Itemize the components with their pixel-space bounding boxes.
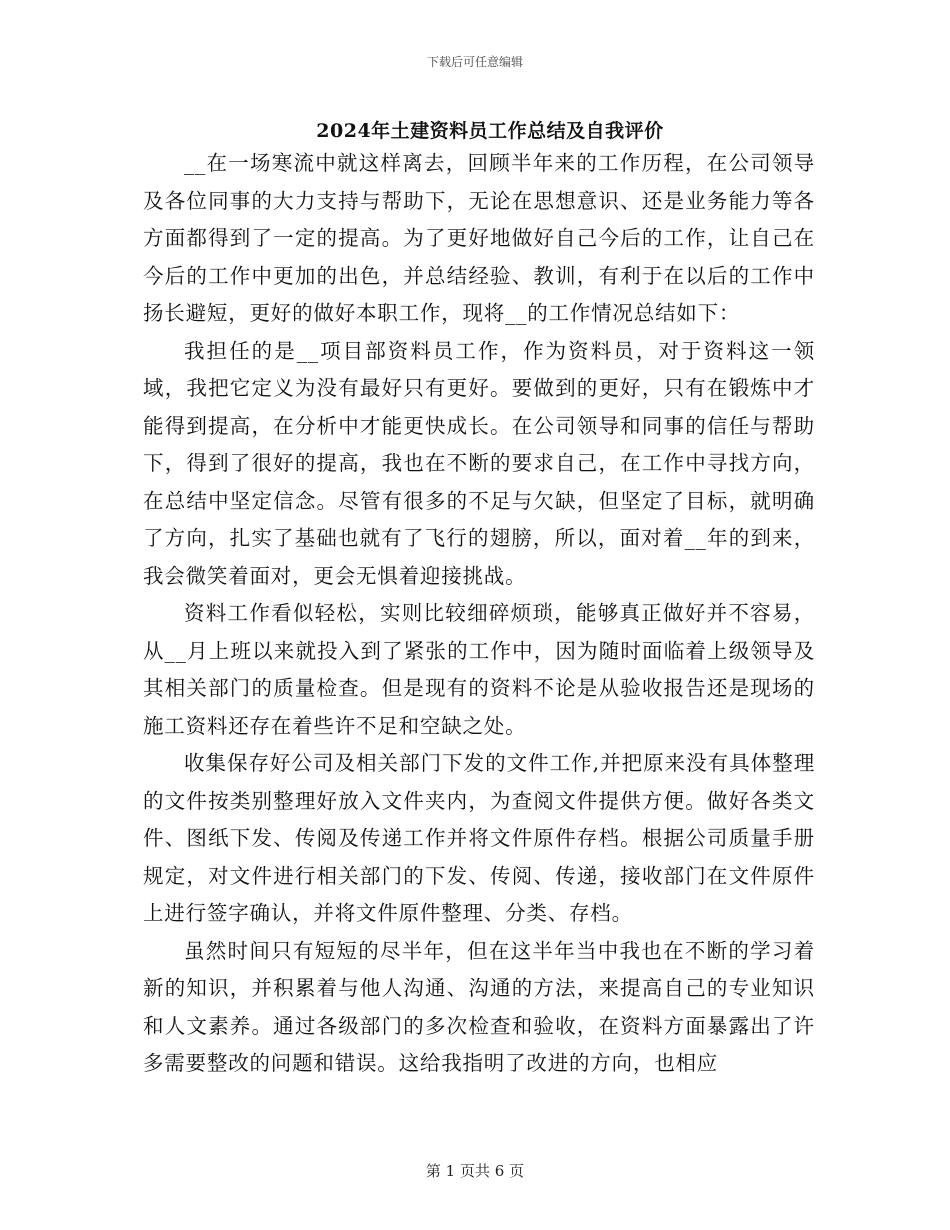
document-title: 2024年土建资料员工作总结及自我评价 (316, 120, 664, 142)
paragraph-1: __在一场寒流中就这样离去，回顾半年来的工作历程，在公司领导及各位同事的大力支持与帮助下，无论在思想意识、还是业务能力等各方面都得到了一定的提高。为了更好地做好自己今后的工作，让自己在今后的工作中更加的出色，并总结经验、教训，有利于在以后的工作中扬长避短，更好的做好本职工作，现将__的工作情况总结如下： (143, 151, 815, 325)
paragraph-5: 虽然时间只有短短的尽半年，但在这半年当中我也在不断的学习着新的知识，并积累着与他人沟通、沟通的方法，来提高自己的专业知识和人文素养。通过各级部门的多次检查和验收，在资料方面暴露出了许多需要整改的问题和错误。这给我指明了改进的方向，也相应 (143, 938, 815, 1075)
paragraph-4: 收集保存好公司及相关部门下发的文件工作,并把原来没有具体整理的文件按类别整理好放入文件夹内，为查阅文件提供方便。做好各类文件、图纸下发、传阅及传递工作并将文件原件存档。根据公司质量手册规定，对文件进行相关部门的下发、传阅、传递，接收部门在文件原件上进行签字确认，并将文件原件整理、分类、存档。 (143, 751, 815, 925)
header-note: 下载后可任意编辑 (426, 55, 523, 69)
page-number: 第 1 页共 6 页 (425, 1162, 525, 1180)
document-body (143, 145, 815, 1083)
paragraph-3: 资料工作看似轻松，实则比较细碎烦琐，能够真正做好并不容易，从__月上班以来就投入到了紧张的工作中，因为随时面临着上级领导及其相关部门的质量检查。但是现有的资料不论是从验收报告还是现场的施工资料还存在着些许不足和空缺之处。 (143, 601, 815, 738)
paragraph-2: 我担任的是__项目部资料员工作，作为资料员，对于资料这一领域，我把它定义为没有最好只有更好。要做到的更好，只有在锻炼中才能得到提高，在分析中才能更快成长。在公司领导和同事的信任与帮助下，得到了很好的提高，我也在不断的要求自己，在工作中寻找方向，在总结中坚定信念。尽管有很多的不足与欠缺，但坚定了目标，就明确了方向，扎实了基础也就有了飞行的翅膀，所以，面对着__年的到来，我会微笑着面对，更会无惧着迎接挑战。 (143, 338, 815, 588)
